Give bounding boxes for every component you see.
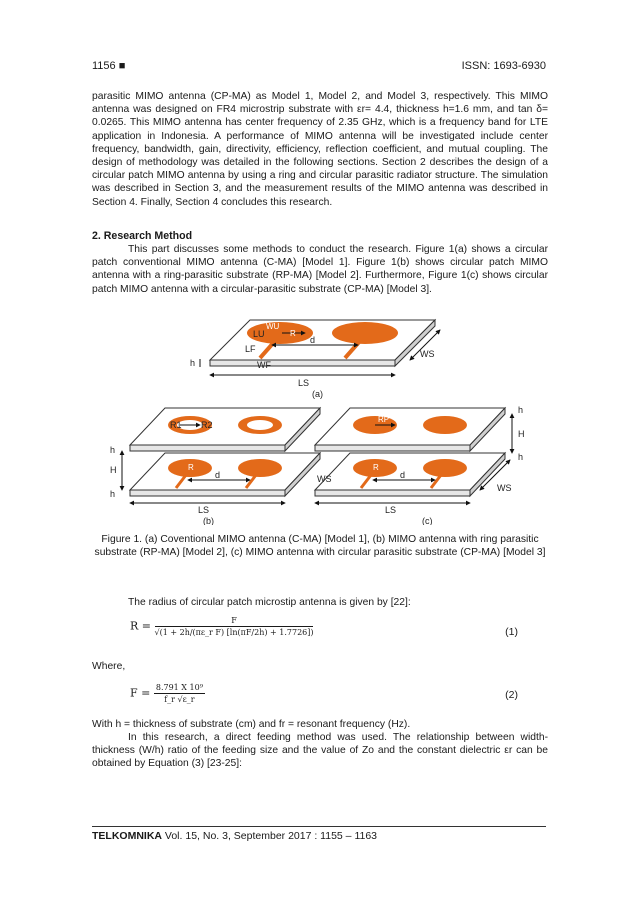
fig-b-r1-label: R1 [170,420,182,430]
fig-a-lf-label: LF [245,344,256,354]
fig-c-ws-inner-label: WS [317,474,332,484]
section-heading: 2. Research Method [92,230,193,242]
fig-b-h-bottom-label: h [110,489,116,499]
fig-a-caption-label: (a) [312,389,323,399]
issn: ISSN: 1693-6930 [461,60,546,72]
fig-b-r-label: R [188,463,194,472]
fig-a-h-label: h [190,358,196,368]
intro-paragraph: parasitic MIMO antenna (CP-MA) as Model 1, Model 2, and Model 3, respectively. This MIMO antenna was designed on FR4 microstrip substrate with εr= 4.4, thickness h=1.6 mm, and tan δ= 0.0265. This MIMO antenna has center frequency of 2.35 GHz, which is a frequency band for LTE application in Indonesia. A performance of MIMO antenna will be investigated include center frequency, bandwidth, gain, directivity, efficiency, reflection coefficient, and mutual coupling. The design of methodology was detailed in the following sections. Section 2 describes the design of a circular patch MIMO antenna by using a ring and circular parasitic radiator structure. The simulation was described in Section 3, and the measurement results of the MIMO antenna was described in Section 4. Finally, Section 4 concludes this research. [92,91,548,208]
fig-a-wu-label: WU [266,322,280,331]
figure-1a-cma [190,320,440,399]
with-line: With h = thickness of substrate (cm) and fr = resonant frequency (Hz). [92,719,411,730]
method-paragraph: This part discusses some methods to conduct the research. Figure 1(a) shows a circular patch conventional MIMO antenna (C-MA) [Model 1]. Figure 1(b) shows circular patch MIMO antenna with a ring-parasitic substrate (RP-MA) [Model 2]. Furthermore, Figure 1(c) shows circular patch MIMO antenna with a circular-parasitic substrate (CP-MA) [Model 3]. [92,244,548,295]
fig-a-ls-label: LS [298,378,310,388]
fig-a-r-label: R [290,329,296,338]
fig-b-r2-label: R2 [201,420,213,430]
fig-c-H-label: H [518,429,525,439]
fig-b-ls-label: LS [198,505,210,515]
equation-1-number: (1) [505,626,518,638]
fig-c-rp-label: RP [378,415,390,424]
fig-b-caption-label: (b) [203,516,214,525]
fig-a-wf-label: WF [257,360,271,370]
equation-2-number: (2) [505,689,518,701]
fig-c-h-top-label: h [518,405,524,415]
page-footer [92,830,377,842]
fig-b-H-label: H [110,465,117,475]
figure-1c-cpma [315,405,525,525]
figure-caption: Figure 1. (a) Coventional MIMO antenna (C-MA) [Model 1], (b) MIMO antenna with ring parasitic substrate (RP-MA) [Model 2], (c) MIMO antenna with circular parasitic substrate (CP-MA) [Model 3] [94,534,546,559]
figure-1-antenna-diagrams [100,305,540,525]
fig-c-d-label: d [400,470,406,480]
fig-c-r-label: R [373,463,379,472]
equation-2: F = $\frac{\text{8.791 X 10⁹}}{f\_r √\varepsilon\_r}$ [130,683,203,704]
page-header [92,60,546,80]
where-label: Where, [92,661,126,672]
feeding-paragraph: In this research, a direct feeding method was used. The relationship between width-thickness (W/h) ratio of the feeding size and the value of Zo and the constant dielectric εr can be obtained by Equation (3) [23-25]: [92,732,548,770]
footer-rule [92,826,546,827]
journal-details: Vol. 15, No. 3, September 2017 : 1155 – 1163 [164,830,378,842]
page-number: 1156 ■ [92,60,126,72]
fig-b-d-label: d [215,470,221,480]
fig-a-lu-label: LU [253,329,265,339]
fig-c-h-bottom-label: h [518,452,524,462]
fig-c-caption-label: (c) [422,516,433,525]
fig-a-d-label: d [310,335,316,345]
figure-1b-rpma [110,408,320,525]
journal-name: TELKOMNIKA [92,830,162,842]
fig-a-ws-label: WS [420,349,435,359]
fig-c-ls-label: LS [385,505,397,515]
equation-1: R = $\frac{F}{\text{√(1 + 2h/(πε\_r F) [ln(πF/2h) + 1.7726])}}$ [130,616,314,637]
fig-c-ws-label: WS [497,483,512,493]
radius-sentence: The radius of circular patch microstip antenna is given by [22]: [128,597,411,608]
fig-b-h-top-label: h [110,445,116,455]
